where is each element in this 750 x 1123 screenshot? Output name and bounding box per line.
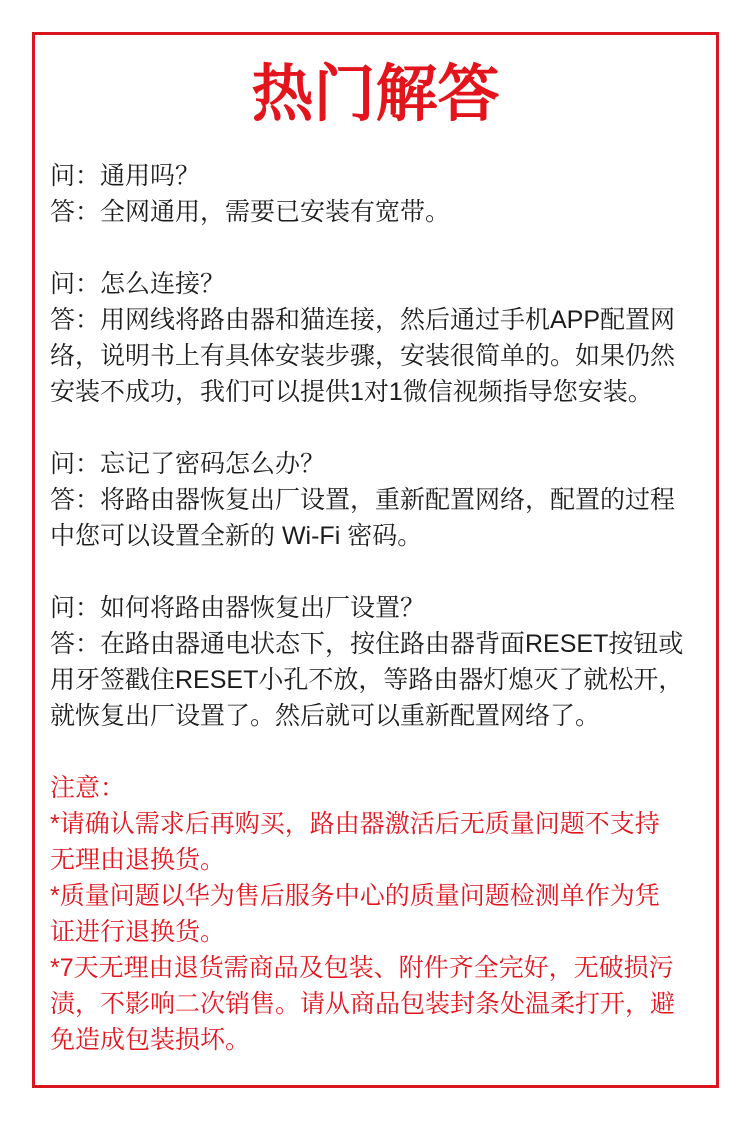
- notice-line: *7天无理由退货需商品及包装、附件齐全完好，无破损污: [50, 954, 674, 982]
- faq-answer-line: 答：全网通用，需要已安装有宽带。: [50, 198, 451, 226]
- notice-line: 渍，不影响二次销售。请从商品包装封条处温柔打开，避: [50, 990, 676, 1018]
- faq-question: 问：通用吗？: [50, 162, 201, 190]
- faq-question: 问：如何将路由器恢复出厂设置？: [50, 594, 426, 622]
- faq-item: [50, 158, 708, 230]
- faq-answer-line: 就恢复出厂设置了。然后就可以重新配置网络了。: [50, 702, 601, 730]
- notice-line: 证进行退换货。: [50, 918, 226, 946]
- notice-heading: 注意：: [50, 774, 126, 802]
- faq-answer-line: 答：用网线将路由器和猫连接，然后通过手机APP配置网: [50, 306, 676, 334]
- faq-answer-line: 用牙签戳住RESET小孔不放，等路由器灯熄灭了就松开，: [50, 666, 684, 694]
- faq-question: 问：忘记了密码怎么办？: [50, 450, 326, 478]
- faq-answer-line: 安装不成功，我们可以提供1对1微信视频指导您安装。: [50, 378, 653, 406]
- faq-answer-line: 中您可以设置全新的 Wi-Fi 密码。: [50, 522, 423, 550]
- faq-card: [32, 32, 719, 1088]
- faq-answer-line: 络，说明书上有具体安装步骤，安装很简单的。如果仍然: [50, 342, 676, 370]
- notice-line: 免造成包装损坏。: [50, 1026, 251, 1054]
- faq-list: [50, 158, 708, 1058]
- page-title: 热门解答: [251, 60, 500, 129]
- faq-answer-line: 答：将路由器恢复出厂设置，重新配置网络，配置的过程: [50, 486, 676, 514]
- faq-item: [50, 590, 708, 734]
- notice-line: *请确认需求后再购买，路由器激活后无质量问题不支持: [50, 810, 660, 838]
- faq-item: [50, 266, 708, 410]
- faq-item: [50, 446, 708, 554]
- notice-line: 无理由退换货。: [50, 846, 226, 874]
- notice-section: [50, 770, 708, 1058]
- faq-answer-line: 答：在路由器通电状态下，按住路由器背面RESET按钮或: [50, 630, 684, 658]
- faq-question: 问：怎么连接？: [50, 270, 226, 298]
- notice-line: *质量问题以华为售后服务中心的质量问题检测单作为凭: [50, 882, 660, 910]
